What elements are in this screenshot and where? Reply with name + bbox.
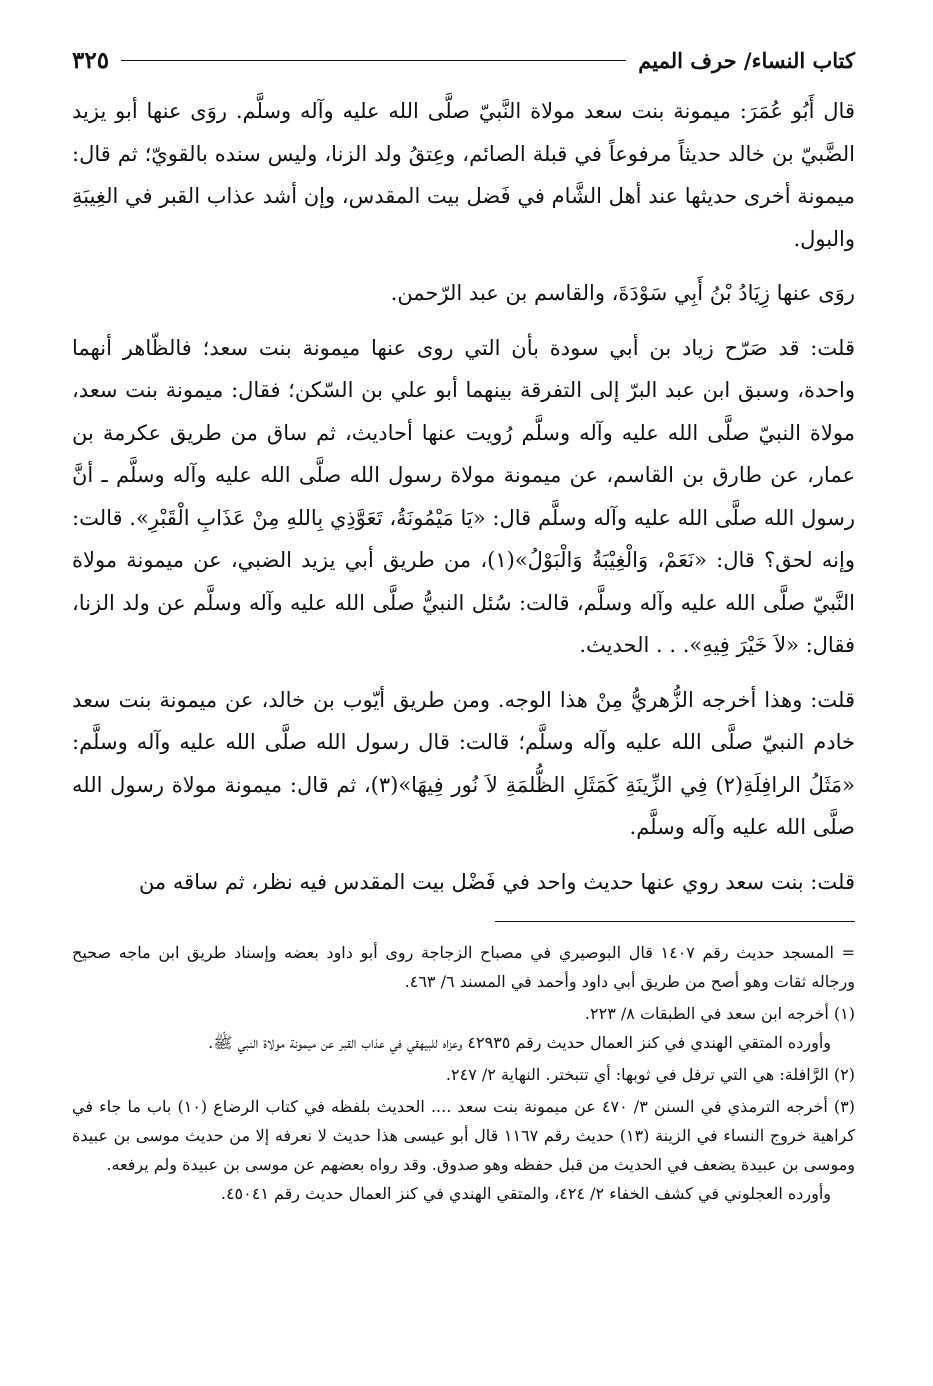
- footnote-line: (١) أخرجه ابن سعد في الطبقات ٨/ ٢٢٣.: [584, 1004, 855, 1023]
- footnote-line: (٣) أخرجه الترمذي في السنن ٣/ ٤٧٠ عن ميمونة بنت سعد .... الحديث بلفظه في كتاب الرضاع (١٠) باب ما جاء في كراهية خروج النساء في الزينة (١٣) حديث رقم ١١٦٧ قال أبو عيسى هذا حديث لا نعرفه إلا من حديث موسى بن عبيدة وموسى بن عبيدة يضعف في الحديث من قبل حفظه وهو صدوق. وقد رواه بعضهم عن موسى بن عبيدة ولم يرفعه.: [72, 1097, 856, 1174]
- paragraph-text: قلت: قد صَرّح زياد بن أبي سودة بأن التي روى عنها ميمونة بنت سعد؛ فالظّاهر أنهما واحدة، وسبق ابن عبد البرّ إلى التفرقة بينهما أبو علي بن السّكن؛ فقال: ميمونة بنت سعد، مولاة النبيّ صلَّى الله عليه وآله وسلَّم رُويت عنها أحاديث، ثم ساق من طريق عكرمة بن عمار، عن طارق بن القاسم، عن ميمونة مولاة رسول الله صلَّى الله عليه وآله وسلَّم ـ أنَّ رسول الله صلَّى الله عليه وآله وسلَّم قال: «يَا مَيْمُونَةُ، تَعَوَّذِي بِاللهِ مِنْ عَذَابِ الْقَبْرِ». قالت: وإنه لحق؟ قال: «نَعَمْ، وَالْغِيْبَةُ وَالْبَوْلُ»(١)، من طريق أبي يزيد الضبي، عن ميمونة مولاة النَّبيّ صلَّى الله عليه وآله وسلَّم، قالت: سُئل النبيُّ صلَّى الله عليه وآله وسلَّم عن ولد الزنا، فقال: «لاَ خَيْرَ فِيهِ». . . الحديث.: [72, 335, 855, 657]
- footnote: [72, 1092, 855, 1208]
- footnote-line: = المسجد حديث رقم ١٤٠٧ قال البوصيري في مصباح الزجاجة روى أبو داود بعضه وإسناد طريق ابن ماجه صحيح ورجاله ثقات وهو أصح من طريق أبي داود وأحمد في المسند ٦/ ٤٦٣.: [72, 943, 856, 991]
- footnote-separator-wrap: [72, 915, 855, 938]
- footnote: [72, 999, 855, 1057]
- running-title: كتاب النساء/ حرف الميم: [638, 47, 855, 73]
- paragraph: [72, 679, 855, 849]
- paragraph: [72, 327, 855, 667]
- paragraph: [72, 272, 855, 315]
- paragraph-text: قال أَبُو عُمَرَ: ميمونة بنت سعد مولاة النَّبيّ صلَّى الله عليه وآله وسلَّم. روَى عنها أبو يزيد الضَّبيّ بن خالد حديثاً مرفوعاً في قبلة الصائم، وعِتقُ ولد الزنا، وليس سنده بالقويّ؛ ثم قال: ميمونة أخرى حديثها عند أهل الشَّام في فَضل بيت المقدس، وإن أشد عذاب القبر في الغِيبَةِ والبول.: [72, 99, 855, 251]
- footnote: [72, 938, 855, 996]
- footnote-line: وأورده المتقي الهندي في كنز العمال حديث رقم ٤٢٩٣٥ وعزاه للبيهقي في عذاب القبر عن ميمونة مولاة النبي ﷺ.: [208, 1033, 831, 1052]
- footnotes: [72, 938, 855, 1208]
- page-number: ٣٢٥: [72, 46, 110, 74]
- header-rule: [121, 60, 626, 61]
- page-header: [72, 38, 855, 82]
- main-text: [72, 90, 855, 903]
- footnote: [72, 1060, 855, 1089]
- footnote-line: وأورده العجلوني في كشف الخفاء ٢/ ٤٢٤، والمتقي الهندي في كنز العمال حديث رقم ٤٥٠٤١.: [220, 1184, 831, 1203]
- paragraph: [72, 90, 855, 260]
- paragraph-text: روَى عنها زِيَادُ بْنُ أَبِي سَوْدَةَ، والقاسم بن عبد الرّحمن.: [390, 281, 855, 305]
- footnote-line: (٢) الرَّافلة: هي التي ترفل في ثوبها: أي تتبختر. النهاية ٢/ ٢٤٧.: [445, 1065, 855, 1084]
- footnote-separator: [495, 921, 855, 922]
- paragraph-text: قلت: بنت سعد روي عنها حديث واحد في فَضْل بيت المقدس فيه نظر، ثم ساقه من: [138, 869, 855, 894]
- paragraph: [72, 861, 855, 904]
- paragraph-text: قلت: وهذا أخرجه الزُّهريُّ مِنْ هذا الوجه. ومن طريق أيّوب بن خالد، عن ميمونة بنت سعد خادم النبيّ صلَّى الله عليه وآله وسلَّم؛ قالت: قال رسول الله صلَّى الله عليه وآله وسلَّم: «مَثَلُ الرافِلَةِ(٢) فِي الزِّينَةِ كَمَثَلِ الظُّلمَةِ لاَ نُور فِيهَا»(٣)، ثم قال: ميمونة مولاة رسول الله صلَّى الله عليه وآله وسلَّم.: [72, 687, 856, 839]
